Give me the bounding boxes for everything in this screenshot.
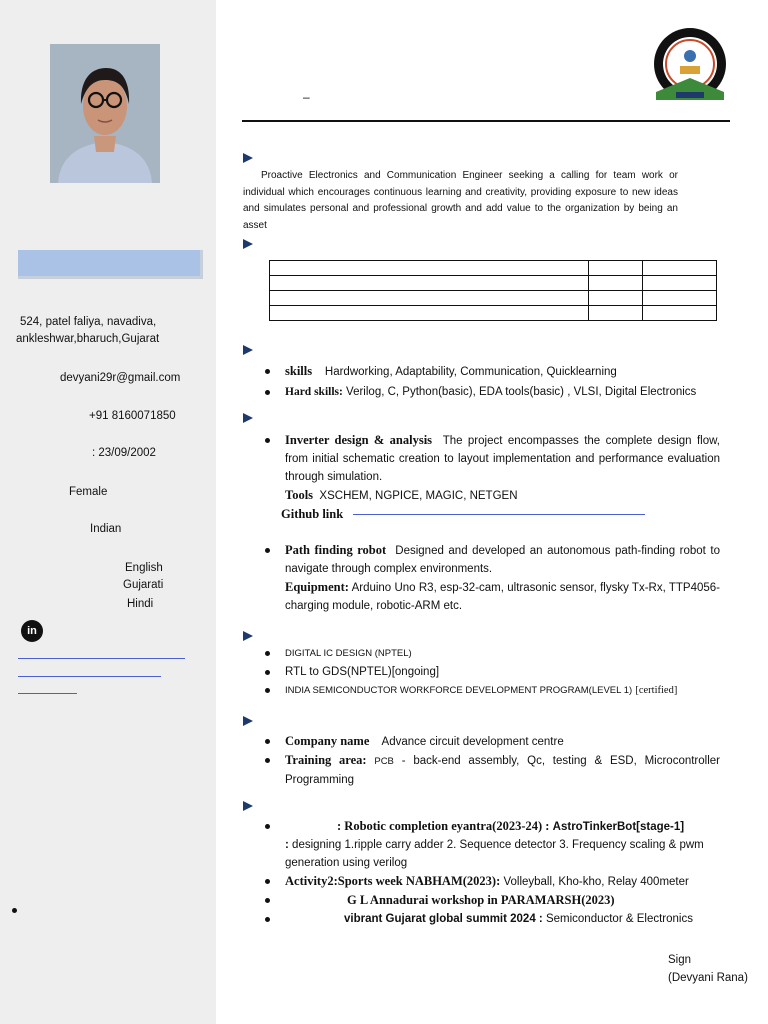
objective-paragraph: Proactive Electronics and Communication Engineer seeking a calling for team work or individual which encourages continuous learning and creativity, providing exposure to new ideas and simulates personal and professional growth and add value to the organization by being an asset [243,170,678,231]
equipment-value: Arduino Uno R3, esp-32-cam, ultrasonic sensor, flysky Tx-Rx, TTP4056-charging module, robotic-ARM etc. [285,582,720,612]
list-item [265,817,720,836]
training-pcb: PCB [374,756,394,767]
list-item [265,872,720,891]
certifications-list [265,644,720,700]
tools-label: Tools [285,488,314,502]
activity-title: G L Annadurai workshop in PARAMARSH(2023) [347,893,615,907]
activity-detail: Volleyball, Kho-kho, Relay 400meter [503,876,689,888]
list-item [265,663,720,681]
list-item [265,751,720,789]
language-item: English [125,562,163,574]
profile-photo [50,44,160,183]
address-line-2: ankleshwar,bharuch,Gujarat [16,333,160,345]
project-title: Inverter design & analysis [285,433,433,447]
signature-label: Sign [668,954,692,966]
hard-skills-value: Verilog, C, Python(basic), EDA tools(basic) , VLSI, Digital Electronics [346,386,697,398]
objective-text [243,168,678,234]
project-description: Designed and developed an autonomous path-finding robot to navigate through complex environments. [285,545,721,575]
table-row [270,276,717,291]
activity-title: : Robotic completion eyantra(2023-24) : [337,819,550,833]
list-item [265,732,720,751]
header-divider [242,120,730,122]
education-table [269,260,717,321]
training-value: - back-end assembly, Qc, testing & ESD, Microcontroller Programming [285,755,720,786]
activity-detail: designing 1.ripple carry adder 2. Sequence detector 3. Frequency scaling & pwm generation using verilog [285,839,704,869]
section-arrow-icon [243,153,253,163]
skills-list [265,362,720,401]
dob-text: : 23/09/2002 [92,447,156,459]
gender-text: Female [69,486,108,498]
github-link-label: Github link [281,507,344,521]
equipment-label: Equipment: [285,580,349,594]
activity-continuation [265,836,720,872]
section-arrow-icon [243,716,253,726]
linkedin-link-line[interactable] [18,693,77,694]
section-arrow-icon [243,631,253,641]
list-item [265,681,720,700]
address-line-1: 524, patel faliya, navadiva, [20,316,157,328]
activity-detail: AstroTinkerBot[stage-1] [552,821,685,833]
activities-list [265,817,720,928]
list-item [265,644,720,663]
language-item: Gujarati [123,579,164,591]
project-title: Path finding robot [285,543,387,557]
linkedin-icon[interactable]: in [21,620,43,642]
github-row [265,505,720,524]
list-item [265,362,720,381]
activity-detail: Semiconductor & Electronics [545,913,693,925]
training-label: Training area: [285,753,367,767]
hard-skills-label: Hard skills: [285,386,343,398]
college-logo [650,26,730,106]
email-text: devyani29r@gmail.com [60,372,181,384]
github-link[interactable] [353,514,645,515]
list-item [265,431,720,505]
soft-skills-value: Hardworking, Adaptability, Communication, Quicklearning [324,366,617,378]
company-label: Company name [285,734,370,748]
list-item [265,541,720,615]
table-row [270,261,717,276]
project-description: The project encompasses the complete design flow, from initial schematic creation to layout implementation and performance evaluation through simulation. [285,435,720,483]
activity-title: Activity2:Sports week NABHAM(2023): [285,874,501,888]
activity-colon: : [285,839,289,851]
section-arrow-icon [243,345,253,355]
sidebar [0,0,216,1024]
certification-text: INDIA SEMICONDUCTOR WORKFORCE DEVELOPMENT PROGRAM(LEVEL 1) [285,685,633,696]
linkedin-link-line[interactable] [18,676,161,677]
table-row [270,306,717,321]
signature-name: (Devyani Rana) [668,972,748,984]
language-item: Hindi [127,598,154,610]
tools-value: XSCHEM, NGPICE, MAGIC, NETGEN [319,490,518,502]
header-dash: – [303,90,310,104]
internship-list [265,732,720,789]
list-item [265,891,720,910]
phone-text: +91 8160071850 [89,410,176,422]
table-row [270,291,717,306]
activity-title: vibrant Gujarat global summit 2024 : [344,913,543,925]
signature-block [668,951,748,987]
certification-text: RTL to GDS(NPTEL)[ongoing] [285,666,440,678]
bullet-dot [12,908,17,913]
list-item [265,910,720,928]
list-item [265,383,720,401]
certification-text: DIGITAL IC DESIGN (NPTEL) [285,648,412,659]
certification-tag: [certified] [635,685,678,696]
soft-skills-label: skills [285,364,313,378]
name-box [18,250,203,279]
projects-list [265,431,720,615]
section-arrow-icon [243,413,253,423]
section-arrow-icon [243,801,253,811]
linkedin-link-line[interactable] [18,658,185,659]
company-value: Advance circuit development centre [381,736,564,748]
nationality-text: Indian [90,523,122,535]
section-arrow-icon [243,239,253,249]
